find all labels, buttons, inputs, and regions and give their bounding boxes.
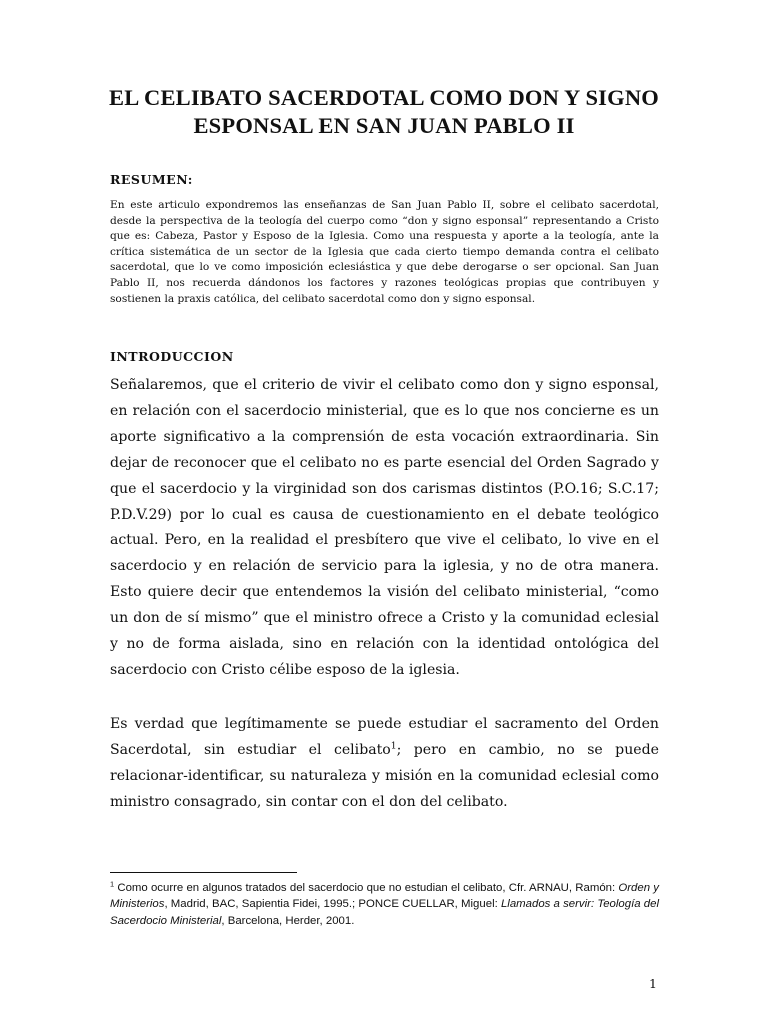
title-line-1: EL CELIBATO SACERDOTAL COMO DON Y SIGNO [109, 85, 659, 110]
intro-paragraph-2 [110, 712, 659, 816]
abstract-text: En este articulo expondremos las enseñanzas de San Juan Pablo II, sobre el celibato sacerdotal, desde la perspectiva de la teología del cuerpo como “don y signo esponsal” representando a Cristo que es: Cabeza, Pastor y Esposo de la Iglesia. Como una respuesta y aporte a la teología, ante la crítica sistemática de un sector de la Iglesia que cada cierto tiempo demanda contra el celibato sacerdotal, que lo ve como imposición eclesiástica y que debe derogarse o ser opcional. San Juan Pablo II, nos recuerda dándonos los factores y razones teológicas propias que contribuyen y sostienen la praxis católica, del celibato sacerdotal como don y signo esponsal. [110, 199, 659, 305]
footnote-marker: 1 [110, 879, 115, 889]
page-number: 1 [649, 976, 657, 991]
paragraph-2-text-start: Es verdad que legítimamente se puede estudiar el sacramento del Orden Sacerdotal, sin estudiar el celibato [110, 716, 659, 758]
footnote-work-title-2: Llamados a servir: Teología del Sacerdocio Ministerial [110, 898, 659, 927]
title-line-2: ESPONSAL EN SAN JUAN PABLO II [193, 113, 575, 138]
footnote-work-title-1: Orden y Ministerios [110, 882, 659, 911]
intro-paragraph-1: Señalaremos, que el criterio de vivir el celibato como don y signo esponsal, en relación con el sacerdocio ministerial, que es lo que nos concierne es un aporte significativo a la comprensión de esta vocación extraordinaria. Sin dejar de reconocer que el celibato no es parte esencial del Orden Sagrado y que el sacerdocio y la virginidad son dos carismas distintos (P.O.16; S.C.17; P.D.V.29) por lo cual es causa de cuestionamiento en el debate teológico actual. Pero, en la realidad el presbítero que vive el celibato, lo vive en el sacerdocio y en relación de servicio para la iglesia, y no de otra manera. Esto quiere decir que entendemos la visión del celibato ministerial, “como un don de sí mismo” que el ministro ofrece a Cristo y la comunidad eclesial y no de forma aislada, sino en relación con la identidad ontológica del sacerdocio con Cristo célibe esposo de la iglesia. [110, 377, 659, 678]
footnote-1 [110, 880, 659, 929]
footnote-text-1: Como ocurre en algunos tratados del sacerdocio que no estudian el celibato, Cfr. ARNAU, Ramón: [114, 882, 619, 894]
footnote-separator [110, 872, 297, 873]
introduccion-heading: INTRODUCCION [110, 349, 234, 364]
article-title [80, 84, 688, 140]
paragraph-2-text-end: ; pero en cambio, no se puede relacionar-identificar, su naturaleza y misión en la comunidad eclesial como ministro consagrado, sin contar con el don del celibato. [110, 741, 659, 810]
footnote-text-3: , Barcelona, Herder, 2001. [221, 914, 355, 927]
footnote-text-2: , Madrid, BAC, Sapientia Fidei, 1995.; PONCE CUELLAR, Miguel: [164, 898, 501, 911]
footnote-reference[interactable]: 1 [390, 740, 397, 752]
resumen-heading: RESUMEN: [110, 172, 193, 187]
